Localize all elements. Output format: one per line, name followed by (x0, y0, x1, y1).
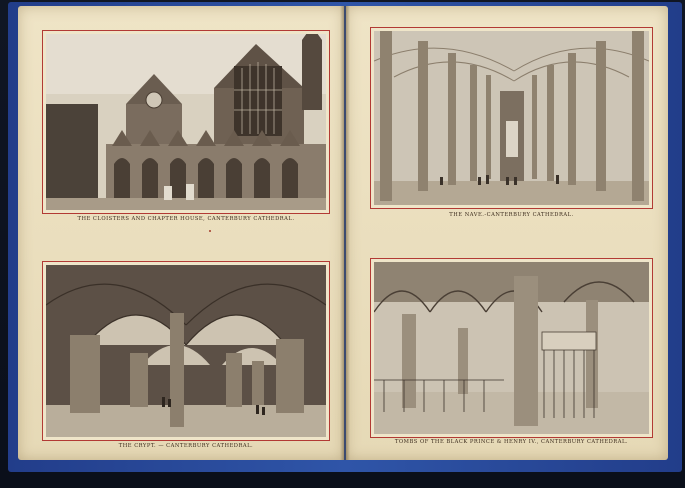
plate-crypt (42, 261, 330, 441)
book-gutter (340, 6, 350, 460)
caption-tombs: TOMBS OF THE BLACK PRINCE & HENRY IV., CANTERBURY CATHEDRAL. (394, 439, 629, 445)
caption-nave: THE NAVE.-CANTERBURY CATHEDRAL. (449, 212, 574, 218)
tombs-illustration (374, 262, 649, 434)
nave-illustration (374, 31, 649, 205)
cloisters-illustration (46, 34, 326, 210)
page-dot (209, 230, 211, 232)
crypt-illustration (46, 265, 326, 437)
plate-nave (370, 27, 653, 209)
caption-cloisters: THE CLOISTERS AND CHAPTER HOUSE, CANTERBURY CATHEDRAL. (77, 216, 295, 222)
plate-cloisters (42, 30, 330, 214)
plate-tombs (370, 258, 653, 438)
caption-crypt: THE CRYPT. — CANTERBURY CATHEDRAL. (118, 443, 254, 449)
